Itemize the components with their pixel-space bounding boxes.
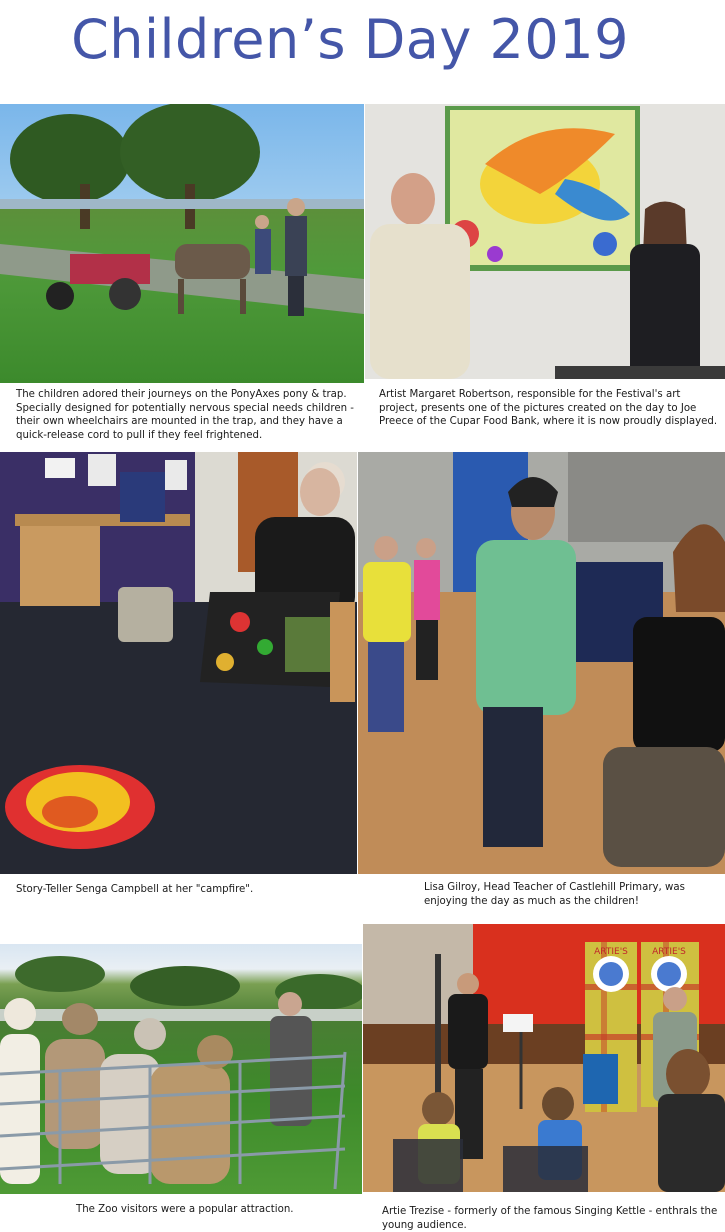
page-title: Children’s Day 2019 (71, 8, 629, 71)
photo-pony-trap (0, 104, 364, 383)
banner-text-left: ARTIE'S (594, 947, 628, 957)
photo-zoo-alpacas (0, 944, 362, 1194)
caption-artist: Artist Margaret Robertson, responsible for the Festival's art project, presents one of the pictures created on the day to Joe Preece of the Cupar Food Bank, where it is now proudly displayed. (379, 389, 718, 427)
banner-text-right: ARTIE'S (652, 947, 686, 957)
caption-artie: Artie Trezise - formerly of the famous Singing Kettle - enthrals the young audience. (382, 1206, 718, 1231)
photo-artist-painting (365, 104, 725, 379)
caption-pony-trap: The children adored their journeys on the PonyAxes pony & trap. Specially designed for potentially nervous special needs children - their own wheelchairs are mounted in the trap, and they have a quick-release cord to pull if they feel frightened. (16, 389, 354, 441)
photo-storyteller (0, 452, 357, 874)
photo-artie-trezise (363, 924, 725, 1192)
caption-storyteller: Story-Teller Senga Campbell at her "campfire". (16, 884, 254, 895)
caption-head-teacher: Lisa Gilroy, Head Teacher of Castlehill Primary, was enjoying the day as much as the children! (424, 882, 685, 907)
caption-zoo: The Zoo visitors were a popular attraction. (76, 1204, 294, 1215)
photo-head-teacher (358, 452, 725, 874)
